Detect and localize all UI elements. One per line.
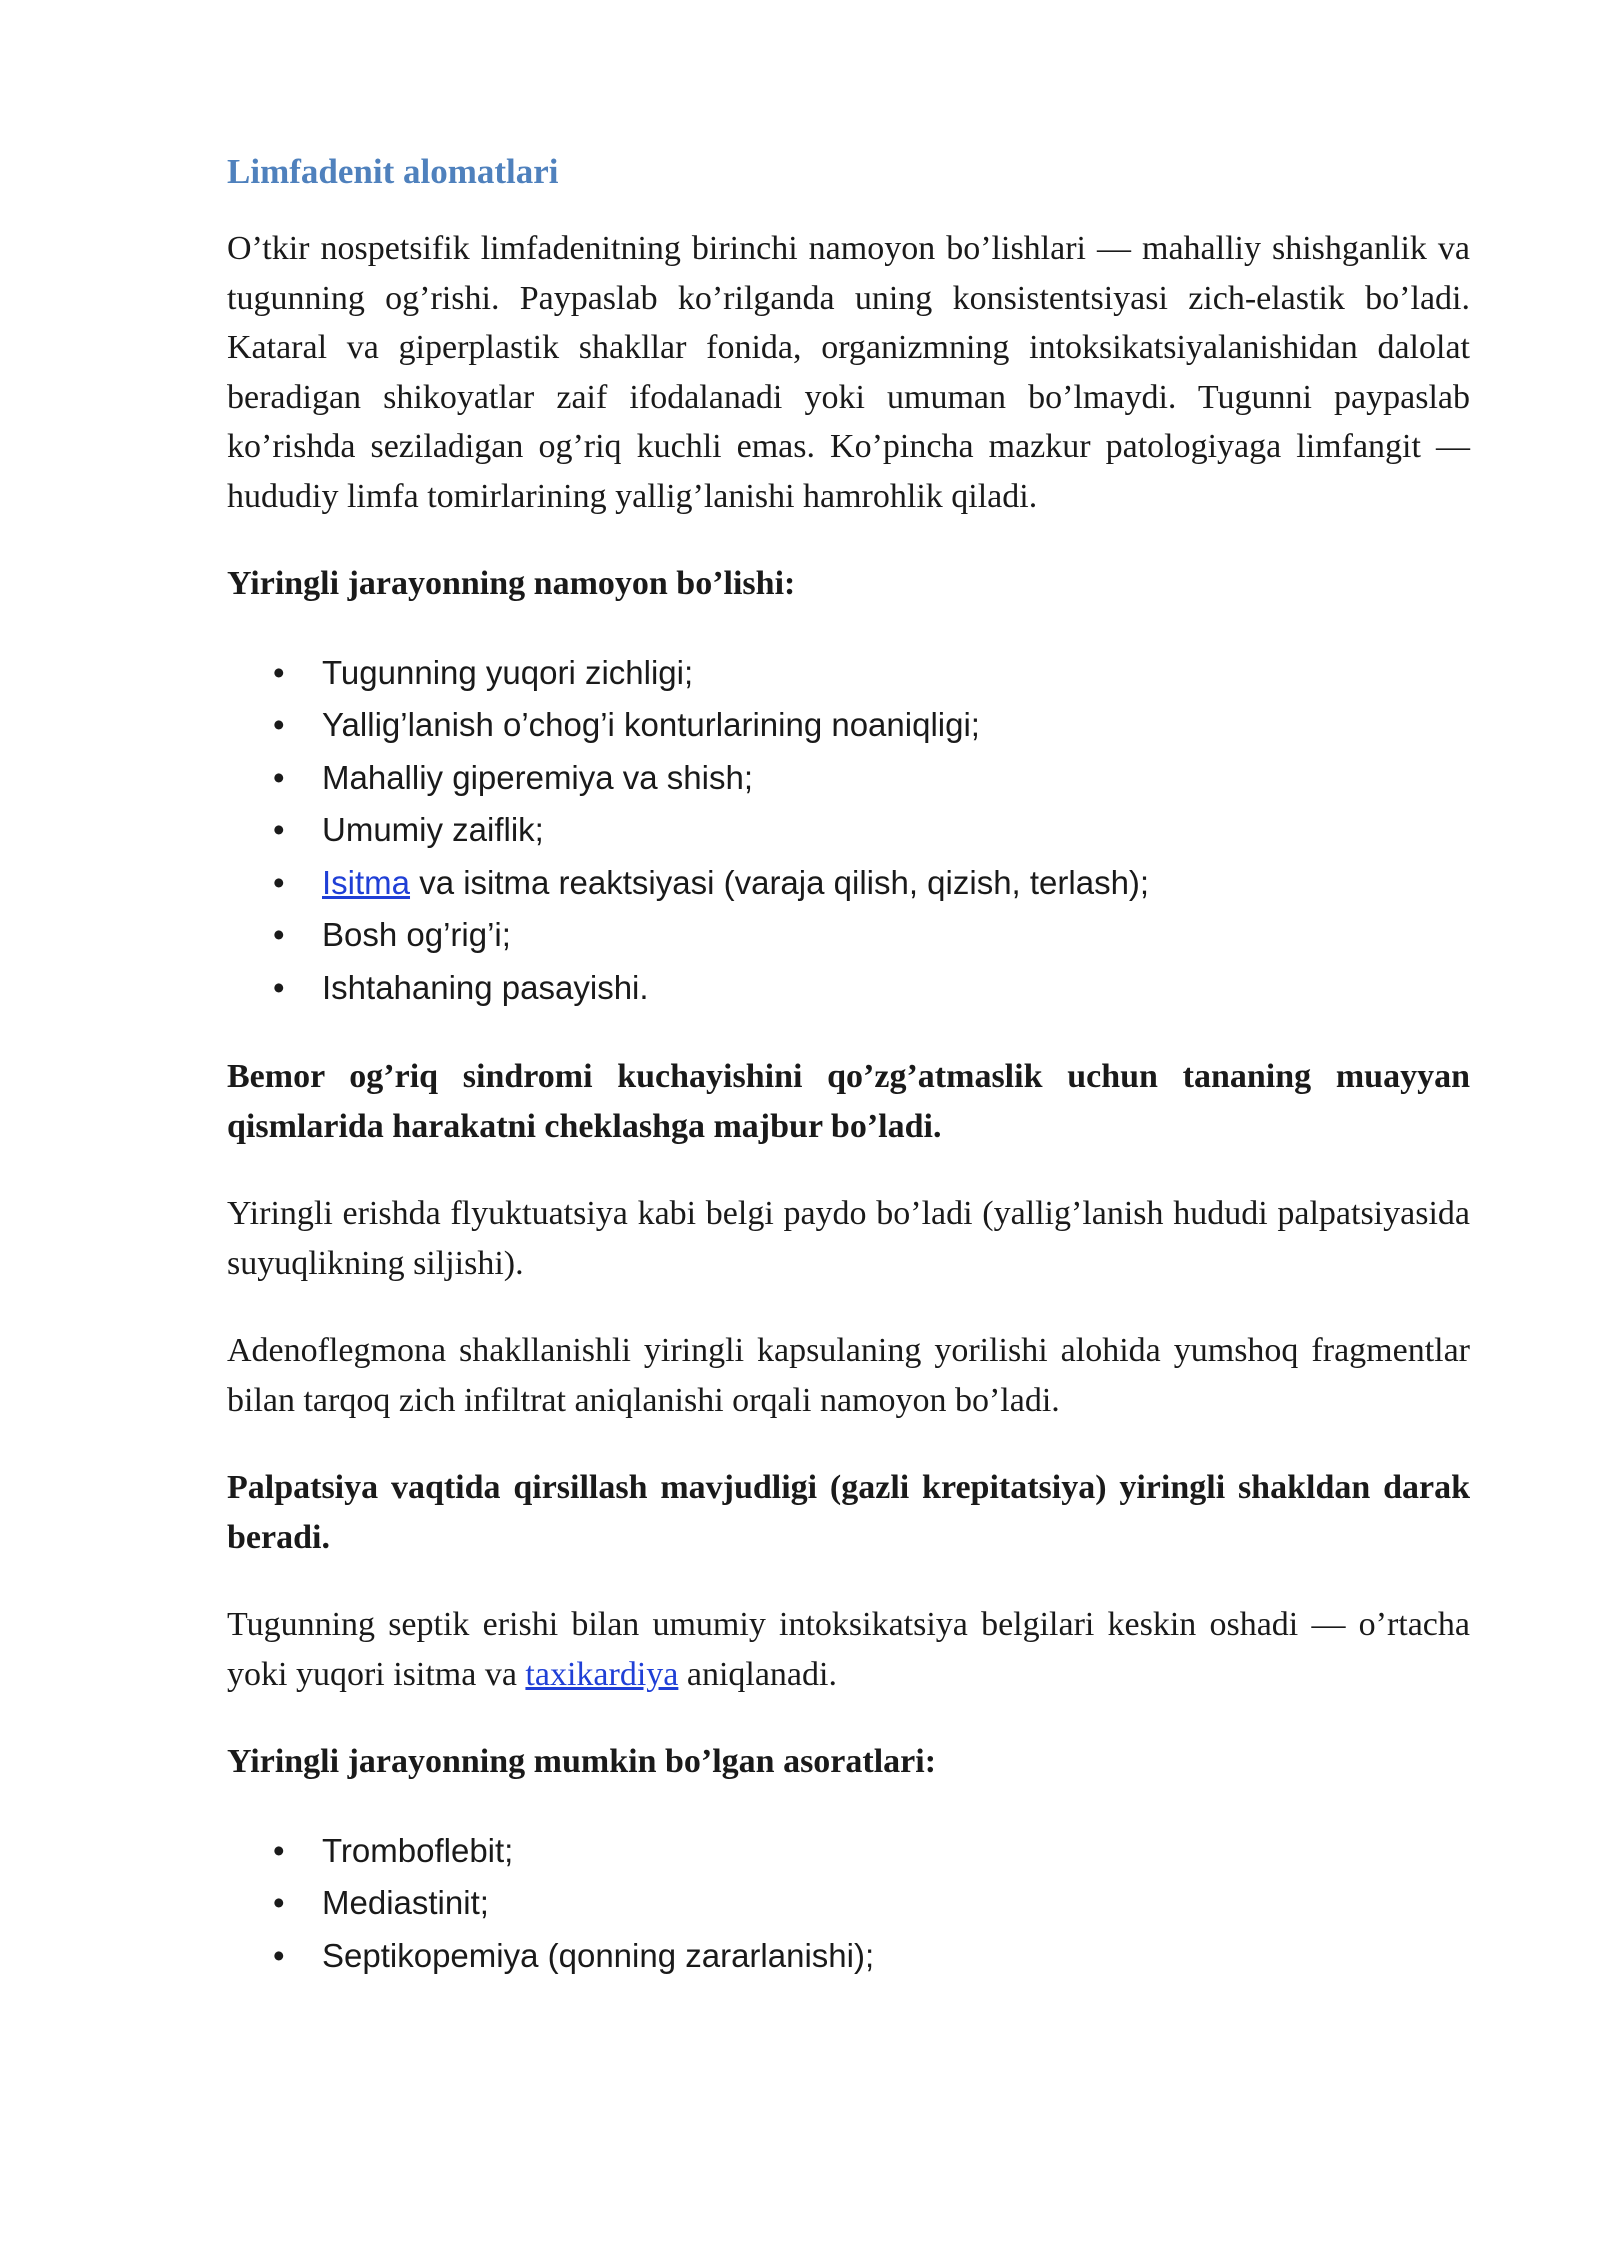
section-title-manifestations: Yiringli jarayonning namoyon bo’lishi:	[227, 565, 796, 602]
bullet-icon: •	[273, 811, 285, 848]
bullet-icon: •	[273, 916, 285, 953]
list-item-text: Bosh og’rig’i;	[322, 916, 511, 953]
list-item-text: Septikopemiya (qonning zararlanishi);	[322, 1936, 875, 1974]
document-page	[227, 148, 1470, 2020]
page-title: Limfadenit alomatlari	[227, 152, 559, 191]
bullet-icon: •	[273, 1936, 285, 1974]
bold-paragraph-pain: Bemor og’riq sindromi kuchayishini qo’zg’atmaslik uchun tananing muayyan qismlarida harakatni cheklashga majbur bo’ladi.	[227, 1058, 1470, 1145]
bullet-icon: •	[273, 1884, 285, 1921]
list-item-text: Yallig’lanish o’chog’i konturlarining noaniqligi;	[322, 706, 980, 743]
list-item-text: Mahalliy giperemiya va shish;	[322, 758, 754, 796]
paragraph-septic-text: Tugunning septik erishi bilan umumiy intoksikatsiya belgilari keskin oshadi — o’rtacha yoki yuqori isitma va	[227, 1606, 1470, 1693]
section-title-complications: Yiringli jarayonning mumkin bo’lgan asoratlari:	[227, 1743, 937, 1780]
taxikardiya-link[interactable]: taxikardiya	[525, 1655, 679, 1693]
list-item	[227, 1877, 1470, 1930]
list-item	[227, 857, 1470, 910]
manifestations-list	[227, 647, 1470, 1015]
paragraph-septic	[227, 1600, 1470, 1699]
bullet-icon: •	[273, 758, 285, 796]
list-item-text: Umumiy zaiflik;	[322, 811, 544, 848]
list-item	[227, 1825, 1470, 1878]
list-item-text: Tromboflebit;	[322, 1831, 514, 1869]
list-item-text: Tugunning yuqori zichligi;	[322, 653, 694, 691]
bullet-icon: •	[273, 863, 285, 901]
list-item-text: Ishtahaning pasayishi.	[322, 968, 649, 1006]
paragraph-adenophlegmon: Adenoflegmona shakllanishli yiringli kapsulaning yorilishi alohida yumshoq fragmentlar bilan tarqoq zich infiltrat aniqlanishi orqali namoyon bo’ladi.	[227, 1332, 1470, 1419]
intro-paragraph: O’tkir nospetsifik limfadenitning birinchi namoyon bo’lishlari — mahalliy shishganlik va tugunning og’rishi. Paypaslab ko’rilganda uning konsistentsiyasi zich-elastik bo’ladi. Kataral va giperplastik shakllar fonida, organizmning intoksikatsiyalanishidan dalolat beradigan shikoyatlar zaif ifodalanadi yoki umuman bo’lmaydi. Tugunni paypaslab ko’rishda seziladigan og’riq kuchli emas. Ko’pincha mazkur patologiyaga limfangit — hududiy limfa tomirlarining yallig’lanishi hamrohlik qiladi.	[227, 230, 1470, 515]
bullet-icon: •	[273, 1831, 285, 1869]
list-item	[227, 699, 1470, 752]
complications-list	[227, 1825, 1470, 1983]
paragraph-septic-end: aniqlanadi.	[686, 1655, 837, 1693]
bullet-icon: •	[273, 706, 285, 743]
list-item	[227, 647, 1470, 700]
list-item	[227, 752, 1470, 805]
isitma-link[interactable]: Isitma	[322, 863, 411, 901]
bullet-icon: •	[273, 968, 285, 1006]
bullet-icon: •	[273, 653, 285, 691]
list-item	[227, 804, 1470, 857]
list-item	[227, 1930, 1470, 1983]
list-item-text: Mediastinit;	[322, 1884, 489, 1921]
list-item	[227, 909, 1470, 962]
list-item	[227, 962, 1470, 1015]
list-item-text: va isitma reaktsiyasi (varaja qilish, qizish, terlash);	[419, 863, 1150, 901]
bold-paragraph-crepitation: Palpatsiya vaqtida qirsillash mavjudligi (gazli krepitatsiya) yiringli shakldan darak beradi.	[227, 1469, 1470, 1556]
paragraph-fluctuation: Yiringli erishda flyuktuatsiya kabi belgi paydo bo’ladi (yallig’lanish hududi palpatsiyasida suyuqlikning siljishi).	[227, 1195, 1470, 1282]
